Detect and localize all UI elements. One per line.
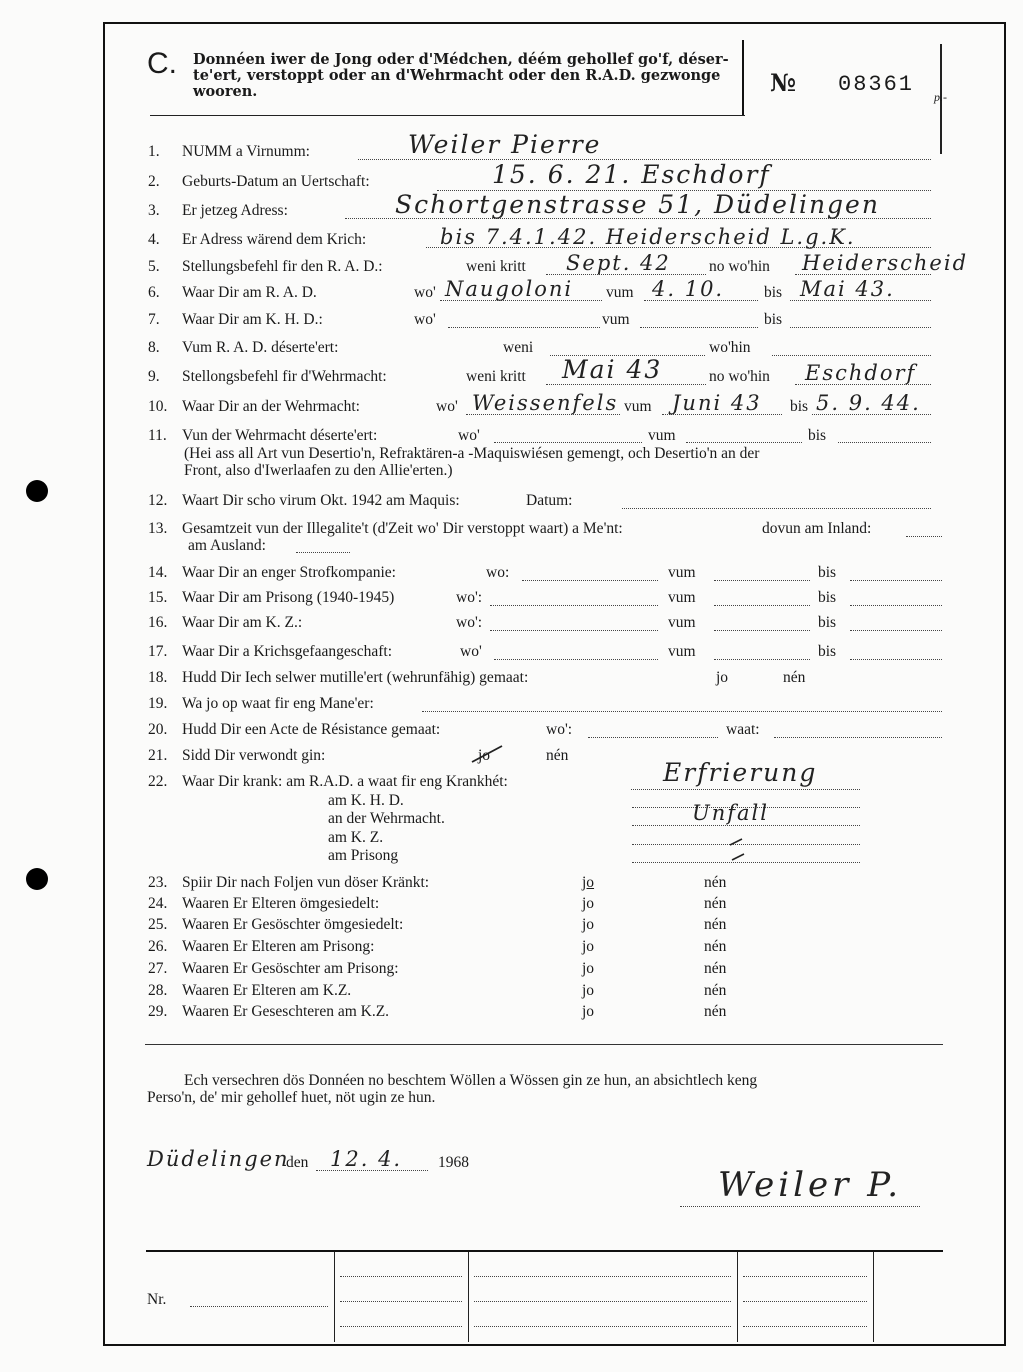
signature-line — [680, 1205, 920, 1207]
row-13-line-a — [906, 535, 942, 537]
row-1: 1. NUMM a Virnumm: — [148, 143, 310, 160]
row-14-bis: bis — [818, 564, 837, 581]
row-17-line-a — [494, 658, 658, 660]
declaration-line-2: Perso'n, de' mir gehollef huet, nöt ugin ze hun. — [147, 1089, 436, 1106]
header-rule — [150, 115, 745, 116]
row-14-line-a — [522, 579, 658, 581]
row-18: 18. Hudd Dir Iech selwer mutille'ert (wehrunfähig) gemaat: — [148, 669, 529, 686]
sign-date: 12. 4. — [330, 1147, 403, 1171]
declaration-line-1: Ech versechren dös Donnéen no beschtem Wöllen a Wössen gin ze hun, an absichtlech keng — [184, 1072, 758, 1089]
row-14-line-c — [850, 579, 942, 581]
row-2: 2. Geburts-Datum an Uertschaft: — [148, 173, 370, 190]
row-14: 14. Waar Dir an enger Strofkompanie: — [148, 564, 396, 581]
row-9-no-wohin: no wo'hin — [709, 368, 770, 385]
row-23-nen: nén — [704, 874, 727, 891]
row-12-line — [622, 507, 931, 509]
row-19: 19. Wa jo op waat fir eng Mane'er: — [148, 695, 374, 712]
row-1-value: Weiler Pierre — [408, 130, 602, 159]
row-18-nen: nén — [783, 669, 806, 686]
row-13-inland: dovun am Inland: — [762, 520, 872, 537]
row-21: 21. Sidd Dir verwondt gin: — [148, 747, 326, 764]
sign-den: den — [286, 1154, 309, 1171]
footer-nr-line — [190, 1305, 328, 1307]
row-7-bis: bis — [764, 311, 783, 328]
row-7-line-a — [448, 326, 600, 328]
signature: Weiler P. — [718, 1165, 903, 1205]
row-13-line-b — [296, 551, 350, 553]
row-11-line-a — [494, 441, 642, 443]
row-17-bis: bis — [818, 643, 837, 660]
row-21-nen: nén — [546, 747, 569, 764]
row-8-weni: weni — [503, 339, 534, 356]
row-11-vum: vum — [648, 427, 676, 444]
row-22-sub-wehrmacht-value: Unfall — [692, 801, 769, 825]
row-5-weni-kritt: weni kritt — [466, 258, 526, 275]
row-11-line-b — [686, 441, 802, 443]
row-22-sub-wehrmacht: an der Wehrmacht. — [328, 810, 445, 827]
row-29-nen: nén — [704, 1003, 727, 1020]
footer-c2-line-3 — [474, 1325, 731, 1327]
row-22-value: Erfrierung — [663, 758, 818, 787]
section-header-text: Donnéen iwer de Jong oder d'Médchen, déém gehollef go'f, déser-te'ert, verstoppt oder an d'Wehrmacht oder den R.A.D. gezwonge wooren. — [193, 51, 729, 100]
row-14-wo: wo: — [486, 564, 510, 581]
row-10-value-c: 5. 9. 44. — [816, 391, 921, 415]
footer-c3-line-1 — [743, 1275, 867, 1277]
row-2-value: 15. 6. 21. Eschdorf — [492, 160, 771, 189]
footer-c1-line-2 — [340, 1300, 462, 1302]
row-11-note-1: (Hei ass all Art vun Desertio'n, Refraktären-a -Maquiswiésen gemengt, och Desertio'n an der — [184, 445, 760, 462]
row-9: 9. Stellongsbefehl fir d'Wehrmacht: — [148, 368, 387, 385]
row-20-wo: wo': — [546, 721, 573, 738]
row-27: 27. Waaren Er Gesöschter am Prisong: — [148, 960, 399, 977]
row-13: 13. Gesamtzeit vun der Illegalite't (d'Zeit wo' Dir verstoppt waart) a Me'nt: — [148, 520, 623, 537]
row-27-nen: nén — [704, 960, 727, 977]
row-10-vum: vum — [624, 398, 652, 415]
row-9-value-b: Eschdorf — [805, 361, 917, 385]
footer-c3-line-3 — [743, 1325, 867, 1327]
row-20: 20. Hudd Dir een Acte de Résistance gemaat: — [148, 721, 441, 738]
row-6-wo: wo' — [414, 284, 436, 301]
row-6-value-c: Mai 43. — [800, 277, 895, 301]
row-4-value: bis 7.4.1.42. Heiderscheid L.g.K. — [440, 225, 856, 249]
row-29: 29. Waaren Er Geseschteren am K.Z. — [148, 1003, 390, 1020]
row-21-strike — [470, 742, 504, 766]
row-11-note-2: Front, also d'Iwerlaafen zu den Allie'erten.) — [184, 462, 453, 479]
row-8: 8. Vum R. A. D. déserte'ert: — [148, 339, 339, 356]
row-16-bis: bis — [818, 614, 837, 631]
row-15-wo: wo': — [456, 589, 483, 606]
row-5: 5. Stellungsbefehl fir den R. A. D.: — [148, 258, 383, 275]
row-15-line-b — [714, 604, 810, 606]
sign-place: Düdelingen — [147, 1147, 290, 1171]
row-10-value-b: Juni 43 — [672, 391, 762, 415]
row-22-sub-prisong: am Prisong — [328, 847, 399, 864]
row-22-line-0 — [631, 788, 860, 790]
row-7-wo: wo' — [414, 311, 436, 328]
row-15-line-c — [850, 604, 942, 606]
row-20-line-b — [774, 736, 942, 738]
row-17: 17. Waar Dir a Krichsgefaangeschaft: — [148, 643, 393, 660]
row-17-vum: vum — [668, 643, 696, 660]
row-12: 12. Waart Dir scho virum Okt. 1942 am Maquis: — [148, 492, 460, 509]
row-7: 7. Waar Dir am K. H. D.: — [148, 311, 323, 328]
row-15-vum: vum — [668, 589, 696, 606]
row-7-line-b — [640, 326, 758, 328]
row-23-jo: jo — [582, 874, 595, 891]
row-22-sub-khd: am K. H. D. — [328, 792, 404, 809]
row-19-line — [422, 710, 942, 712]
row-10-wo: wo' — [436, 398, 458, 415]
row-6-vum: vum — [606, 284, 634, 301]
row-16-line-b — [714, 629, 810, 631]
row-26-nen: nén — [704, 938, 727, 955]
footer-top-rule — [146, 1250, 943, 1252]
row-25-jo: jo — [582, 916, 595, 933]
row-6-bis: bis — [764, 284, 783, 301]
row-6-value-b: 4. 10. — [652, 277, 725, 301]
footer-nr-label: Nr. — [147, 1291, 167, 1308]
row-10-bis: bis — [790, 398, 809, 415]
row-22: 22. Waar Dir krank: am R.A.D. a waat fir eng Krankhét: — [148, 773, 508, 790]
row-28-jo: jo — [582, 982, 595, 999]
row-8-line-b — [772, 354, 931, 356]
row-9-weni-kritt: weni kritt — [466, 368, 526, 385]
number-symbol: № — [770, 68, 797, 97]
row-4: 4. Er Adress wärend dem Krich: — [148, 231, 367, 248]
punch-hole-bottom — [26, 868, 48, 890]
section-letter: C. — [147, 47, 177, 80]
row-27-jo: jo — [582, 960, 595, 977]
footer-c1-line-3 — [340, 1325, 462, 1327]
row-7-line-c — [790, 326, 931, 328]
row-15: 15. Waar Dir am Prisong (1940-1945) — [148, 589, 395, 606]
row-23: 23. Spiir Dir nach Foljen vun döser Kränkt: — [148, 874, 430, 891]
row-6-value-a: Naugoloni — [445, 277, 574, 301]
row-16-line-c — [850, 629, 942, 631]
form-number: 08361 — [838, 72, 915, 97]
row-17-wo: wo' — [460, 643, 482, 660]
row-16-line-a — [490, 629, 658, 631]
row-16-wo: wo': — [456, 614, 483, 631]
row-24: 24. Waaren Er Elteren ömgesiedelt: — [148, 895, 380, 912]
row-11-bis: bis — [808, 427, 827, 444]
row-17-line-c — [850, 658, 942, 660]
row-9-value-a: Mai 43 — [562, 355, 663, 384]
separator-rule — [145, 1044, 943, 1045]
row-8-wohin: wo'hin — [709, 339, 751, 356]
row-12-datum: Datum: — [526, 492, 573, 509]
footer-c3-line-2 — [743, 1300, 867, 1302]
row-20-line-a — [588, 736, 718, 738]
row-5-value-b: Heiderscheid — [802, 251, 969, 275]
sign-year: 1968 — [438, 1154, 469, 1171]
row-28: 28. Waaren Er Elteren am K.Z. — [148, 982, 352, 999]
row-3-value: Schortgenstrasse 51, Düdelingen — [395, 190, 880, 219]
row-10: 10. Waar Dir an der Wehrmacht: — [148, 398, 360, 415]
row-13-ausland: am Ausland: — [188, 537, 266, 554]
row-10-value-a: Weissenfels — [472, 391, 619, 415]
row-24-jo: jo — [582, 895, 595, 912]
row-5-value-a: Sept. 42 — [566, 251, 671, 275]
footer-c2-line-1 — [474, 1275, 731, 1277]
footer-col-1 — [334, 1252, 335, 1342]
footer-col-4 — [873, 1252, 874, 1342]
row-20-waat: waat: — [726, 721, 760, 738]
row-3: 3. Er jetzeg Adress: — [148, 202, 288, 219]
row-14-line-b — [714, 579, 810, 581]
row-25: 25. Waaren Er Gesöschter ömgesiedelt: — [148, 916, 404, 933]
row-16-vum: vum — [668, 614, 696, 631]
row-22-sub-kz: am K. Z. — [328, 829, 384, 846]
footer-c2-line-2 — [474, 1300, 731, 1302]
row-11: 11. Vun der Wehrmacht déserte'ert: — [148, 427, 378, 444]
row-14-vum: vum — [668, 564, 696, 581]
footer-c1-line-1 — [340, 1275, 462, 1277]
header-divider — [742, 40, 744, 116]
row-28-nen: nén — [704, 982, 727, 999]
row-7-vum: vum — [602, 311, 630, 328]
row-16: 16. Waar Dir am K. Z.: — [148, 614, 303, 631]
margin-mark: p.- — [934, 90, 947, 104]
row-25-nen: nén — [704, 916, 727, 933]
footer-col-3 — [737, 1252, 738, 1342]
row-22-ticks — [728, 836, 748, 862]
row-29-jo: jo — [582, 1003, 595, 1020]
row-26-jo: jo — [582, 938, 595, 955]
footer-col-2 — [468, 1252, 469, 1342]
row-15-bis: bis — [818, 589, 837, 606]
row-5-no-wohin: no wo'hin — [709, 258, 770, 275]
row-17-line-b — [714, 658, 810, 660]
row-21-jo: jo — [478, 747, 491, 764]
row-18-jo: jo — [716, 669, 729, 686]
row-26: 26. Waaren Er Elteren am Prisong: — [148, 938, 375, 955]
row-11-line-c — [838, 441, 931, 443]
row-15-line-a — [490, 604, 658, 606]
row-11-wo: wo' — [458, 427, 480, 444]
row-6: 6. Waar Dir am R. A. D. — [148, 284, 317, 301]
punch-hole-top — [26, 480, 48, 502]
row-24-nen: nén — [704, 895, 727, 912]
